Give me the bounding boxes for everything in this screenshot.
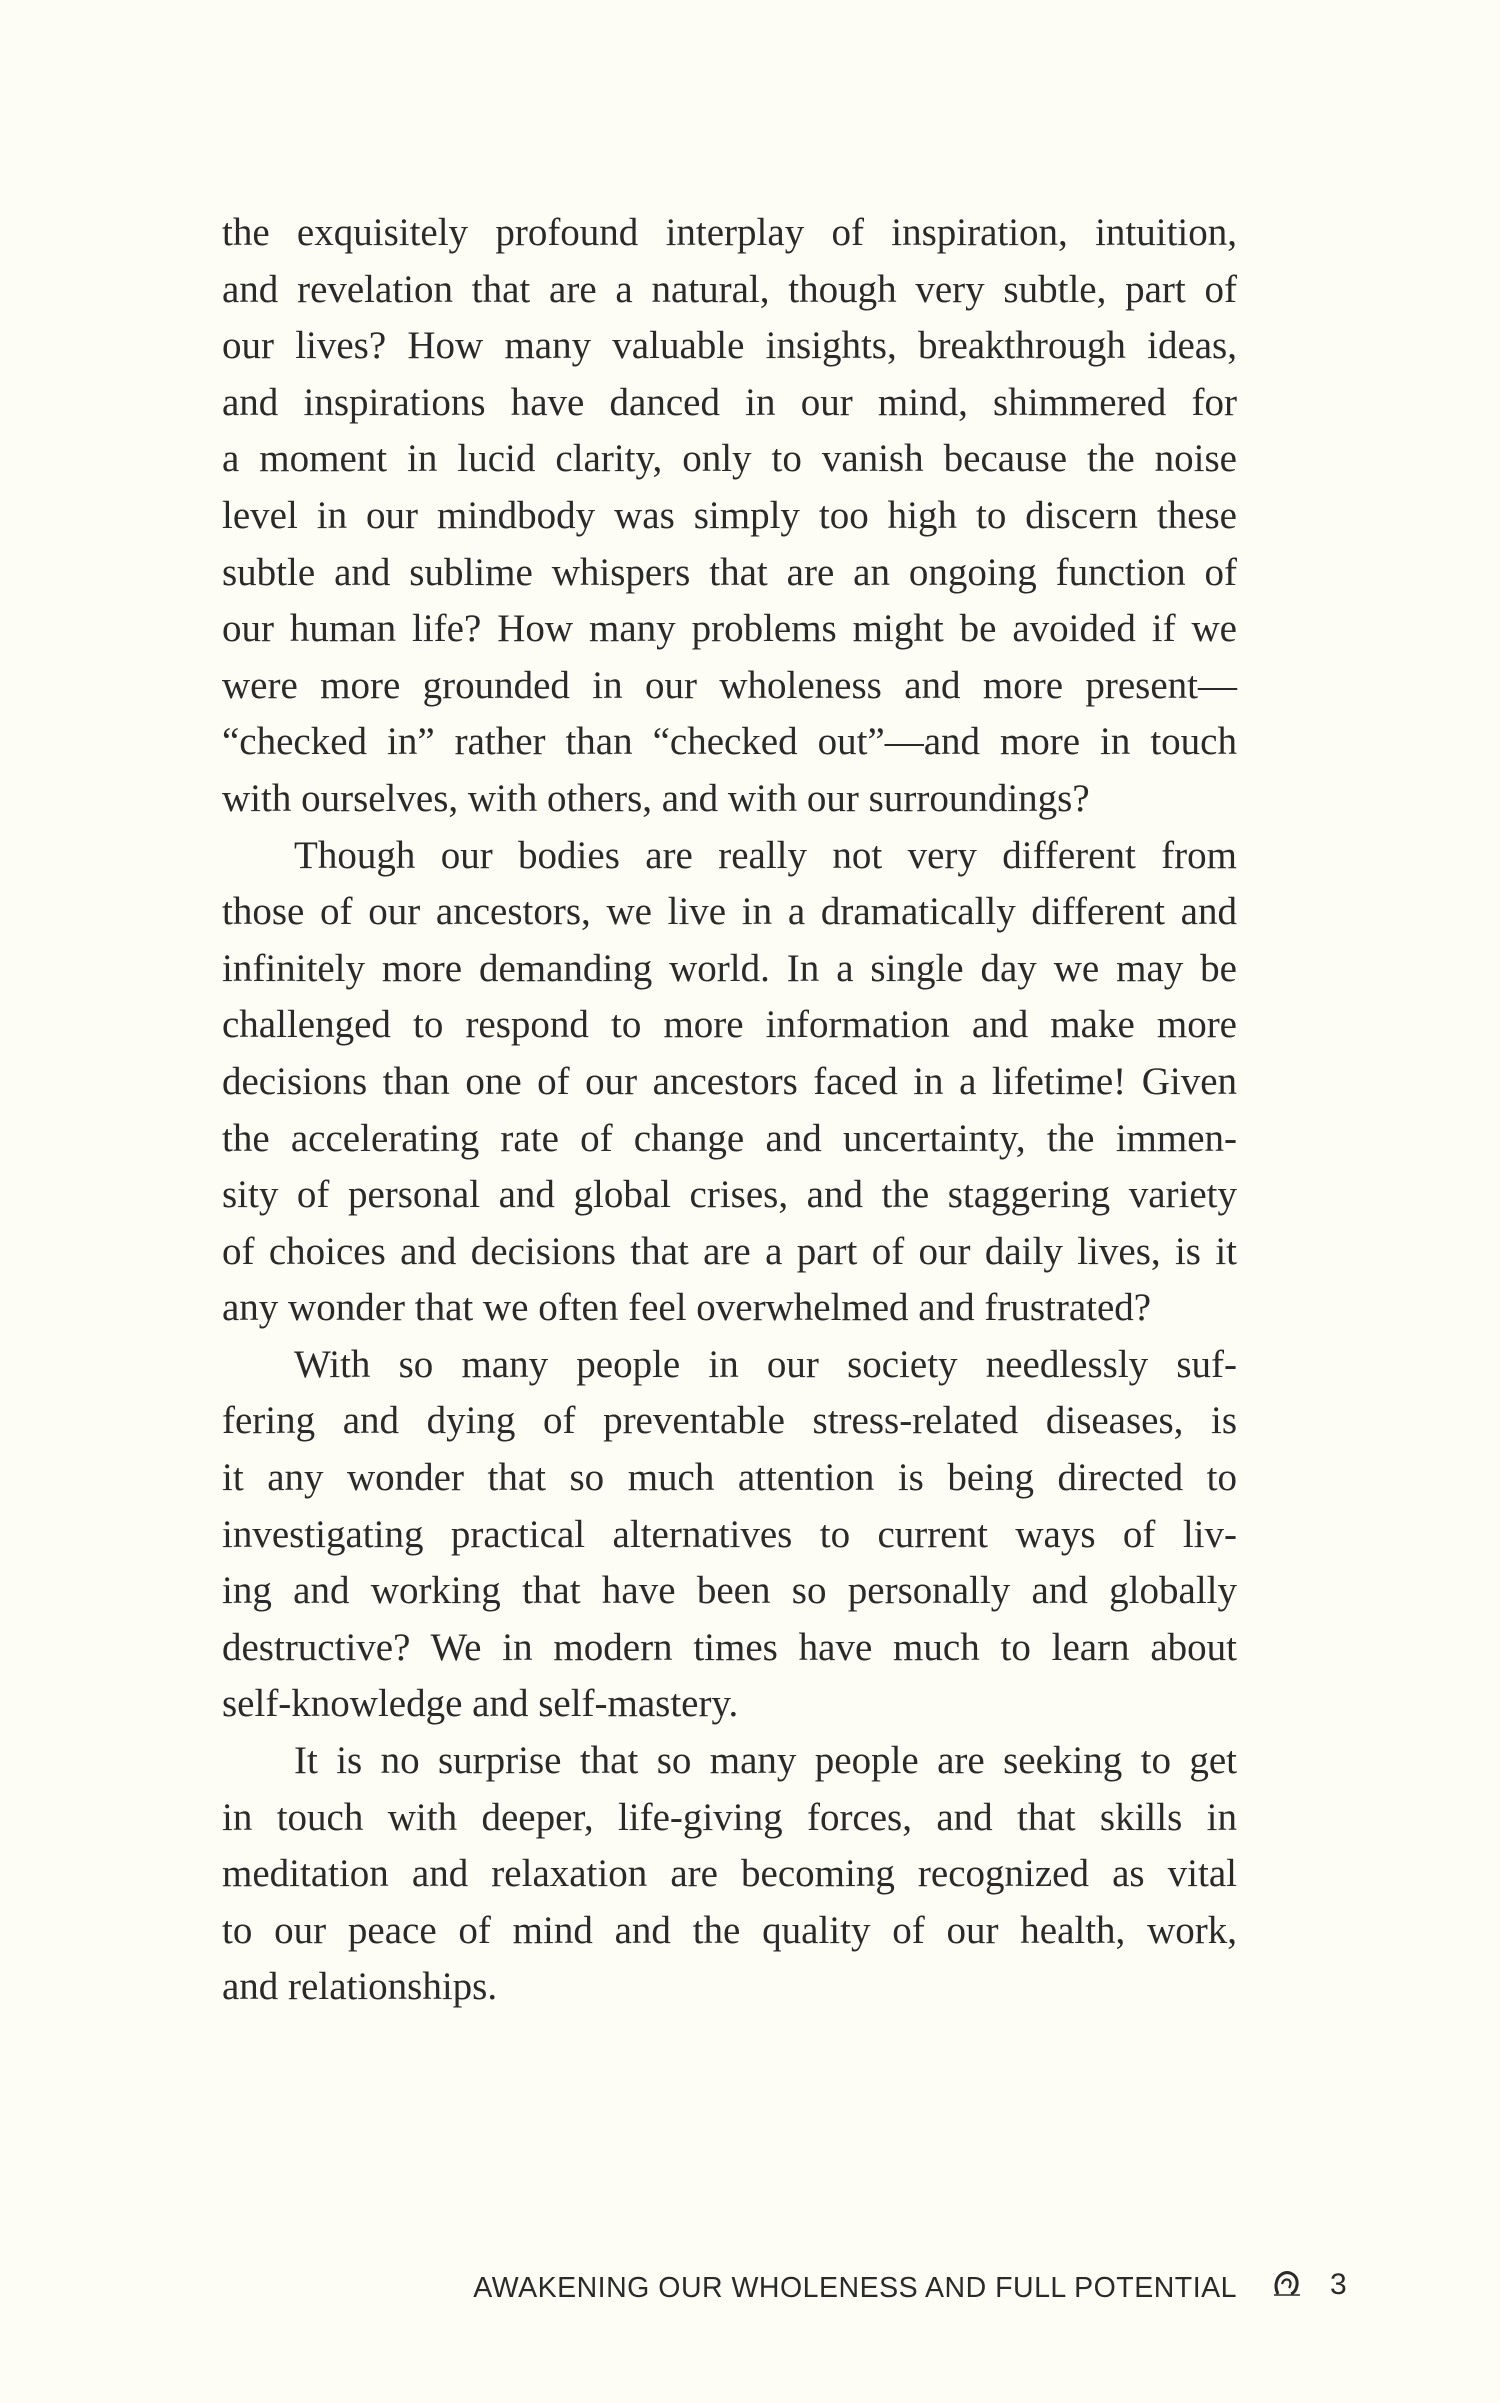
text-line: to our peace of mind and the quality of our health, work, — [222, 1908, 1237, 1952]
paragraph — [222, 1337, 1237, 1733]
text-line: With so many people in our society needlessly suf- — [294, 1342, 1237, 1386]
text-line: our lives? How many valuable insights, breakthrough ideas, — [222, 324, 1237, 368]
text-line: “checked in” rather than “checked out”—and more in touch — [222, 720, 1237, 764]
text-line: infinitely more demanding world. In a single day we may be — [222, 946, 1237, 990]
paragraph — [222, 205, 1237, 828]
text-line: decisions than one of our ancestors faced in a lifetime! Given — [222, 1059, 1237, 1103]
spiral-ornament-icon — [1272, 2268, 1302, 2298]
text-line: and revelation that are a natural, though very subtle, part of — [222, 267, 1237, 311]
page-footer — [0, 2268, 1500, 2308]
running-head: AWAKENING OUR WHOLENESS AND FULL POTENTIAL — [473, 2272, 1237, 2304]
text-line: destructive? We in modern times have much to learn about — [222, 1625, 1237, 1669]
text-line: and inspirations have danced in our mind, shimmered for — [222, 380, 1237, 424]
text-line: self-knowledge and self-mastery. — [222, 1682, 739, 1726]
text-line: it any wonder that so much attention is being directed to — [222, 1456, 1237, 1500]
text-line: with ourselves, with others, and with our surroundings? — [222, 776, 1090, 820]
text-line: in touch with deeper, life-giving forces, and that skills in — [222, 1795, 1237, 1839]
text-line: It is no surprise that so many people are seeking to get — [294, 1739, 1237, 1783]
text-line: sity of personal and global crises, and the staggering variety — [222, 1173, 1237, 1217]
text-line: the accelerating rate of change and uncertainty, the immen- — [222, 1116, 1237, 1160]
paragraph — [222, 828, 1237, 1337]
text-line: subtle and sublime whispers that are an ongoing function of — [222, 550, 1237, 594]
text-line: a moment in lucid clarity, only to vanish because the noise — [222, 437, 1237, 481]
text-line: of choices and decisions that are a part of our daily lives, is it — [222, 1229, 1237, 1273]
text-line: challenged to respond to more information and make more — [222, 1003, 1237, 1047]
text-line: meditation and relaxation are becoming recognized as vital — [222, 1852, 1237, 1896]
text-line: Though our bodies are really not very different from — [294, 833, 1237, 877]
text-line: the exquisitely profound interplay of inspiration, intuition, — [222, 211, 1237, 254]
text-line: investigating practical alternatives to current ways of liv- — [222, 1512, 1237, 1556]
text-line: our human life? How many problems might be avoided if we — [222, 607, 1237, 651]
paragraph — [222, 1733, 1237, 2016]
text-line: those of our ancestors, we live in a dramatically different and — [222, 890, 1237, 934]
text-line: were more grounded in our wholeness and more present— — [222, 663, 1237, 707]
text-line: fering and dying of preventable stress-related diseases, is — [222, 1399, 1237, 1443]
text-line: and relationships. — [222, 1965, 498, 2009]
text-line: any wonder that we often feel overwhelmed and frustrated? — [222, 1286, 1152, 1330]
body-text — [222, 205, 1237, 2016]
page-number: 3 — [1330, 2268, 1347, 2301]
text-line: level in our mindbody was simply too high to discern these — [222, 493, 1237, 537]
text-line: ing and working that have been so personally and globally — [222, 1569, 1237, 1613]
